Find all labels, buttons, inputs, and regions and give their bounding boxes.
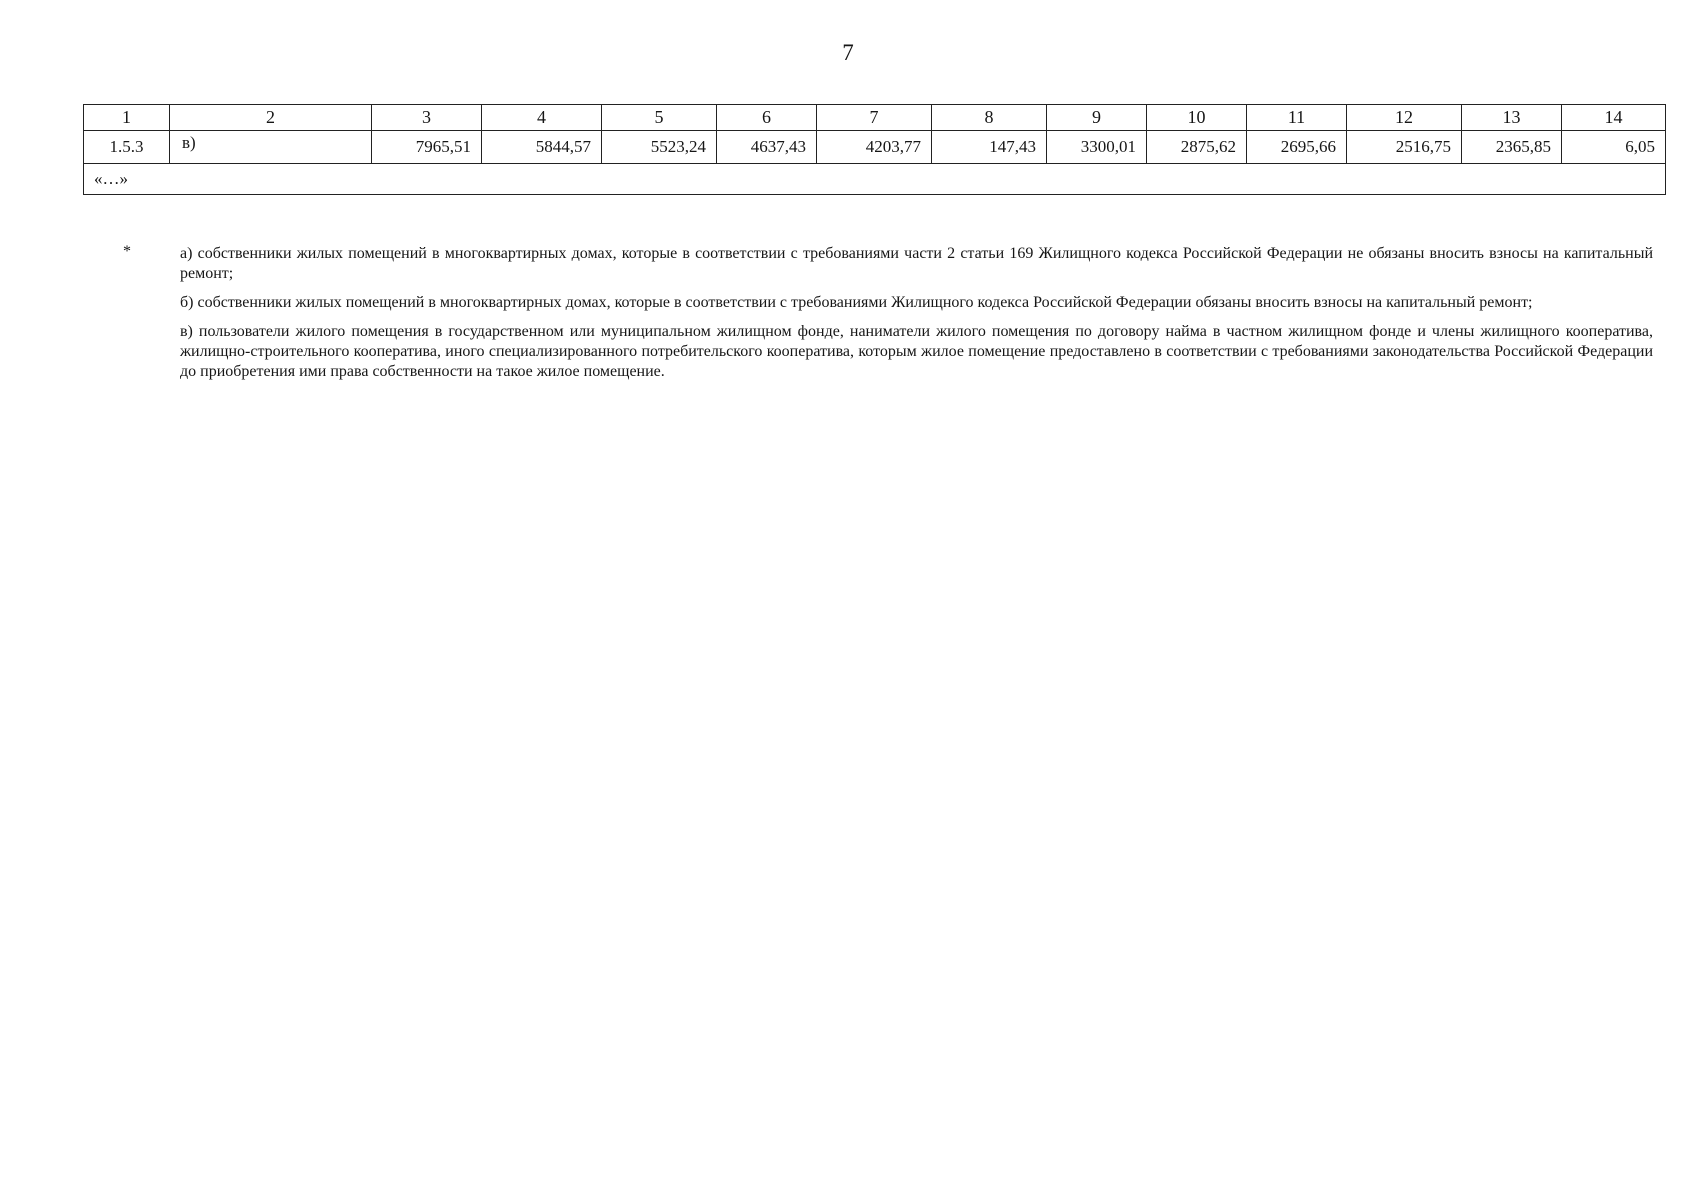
value-cell: 2875,62 bbox=[1147, 131, 1247, 164]
value-cell: 2365,85 bbox=[1462, 131, 1562, 164]
value-cell: 4637,43 bbox=[717, 131, 817, 164]
column-number: 4 bbox=[482, 105, 602, 131]
value-cell: 6,05 bbox=[1562, 131, 1666, 164]
column-number: 14 bbox=[1562, 105, 1666, 131]
row-category-cell: в) bbox=[170, 131, 372, 164]
page-number: 7 bbox=[842, 40, 854, 65]
continuation-mark: «…» bbox=[84, 164, 1666, 195]
value-cell: 4203,77 bbox=[817, 131, 932, 164]
column-number: 2 bbox=[170, 105, 372, 131]
column-number: 6 bbox=[717, 105, 817, 131]
column-number: 3 bbox=[372, 105, 482, 131]
table-header-row bbox=[84, 105, 1666, 131]
value-cell: 2516,75 bbox=[1347, 131, 1462, 164]
column-number: 10 bbox=[1147, 105, 1247, 131]
continuation-row bbox=[84, 164, 1666, 195]
table-row bbox=[84, 131, 1666, 164]
footnote-list bbox=[180, 244, 1653, 391]
column-number: 1 bbox=[84, 105, 170, 131]
row-code-cell: 1.5.3 bbox=[84, 131, 170, 164]
column-number: 8 bbox=[932, 105, 1047, 131]
value-cell: 2695,66 bbox=[1247, 131, 1347, 164]
column-number: 13 bbox=[1462, 105, 1562, 131]
value-cell: 5523,24 bbox=[602, 131, 717, 164]
value-cell: 147,43 bbox=[932, 131, 1047, 164]
footnote-item-v: в) пользователи жилого помещения в государственном или муниципальном жилищном фонде, наниматели жилого помещения по договору найма в частном жилищном фонде и члены жилищного кооператива, жилищно-строительного кооператива, иного специализированного потребительского кооператива, которым жилое помещение предоставлено в соответствии с требованиями законодательства Российской Федерации до приобретения ими права собственности на такое жилое помещение. bbox=[180, 323, 1653, 380]
value-cell: 7965,51 bbox=[372, 131, 482, 164]
column-number: 5 bbox=[602, 105, 717, 131]
footnote-item-b: б) собственники жилых помещений в многоквартирных домах, которые в соответствии с требованиями Жилищного кодекса Российской Федерации обязаны вносить взносы на капитальный ремонт; bbox=[180, 294, 1533, 311]
footnote-item-a: а) собственники жилых помещений в многоквартирных домах, которые в соответствии с требованиями части 2 статьи 169 Жилищного кодекса Российской Федерации не обязаны вносить взносы на капитальный ремонт; bbox=[180, 245, 1653, 282]
footnote-marker: * bbox=[123, 243, 131, 260]
tariff-table bbox=[83, 104, 1666, 195]
value-cell: 5844,57 bbox=[482, 131, 602, 164]
column-number: 9 bbox=[1047, 105, 1147, 131]
column-number: 11 bbox=[1247, 105, 1347, 131]
column-number: 12 bbox=[1347, 105, 1462, 131]
value-cell: 3300,01 bbox=[1047, 131, 1147, 164]
column-number: 7 bbox=[817, 105, 932, 131]
